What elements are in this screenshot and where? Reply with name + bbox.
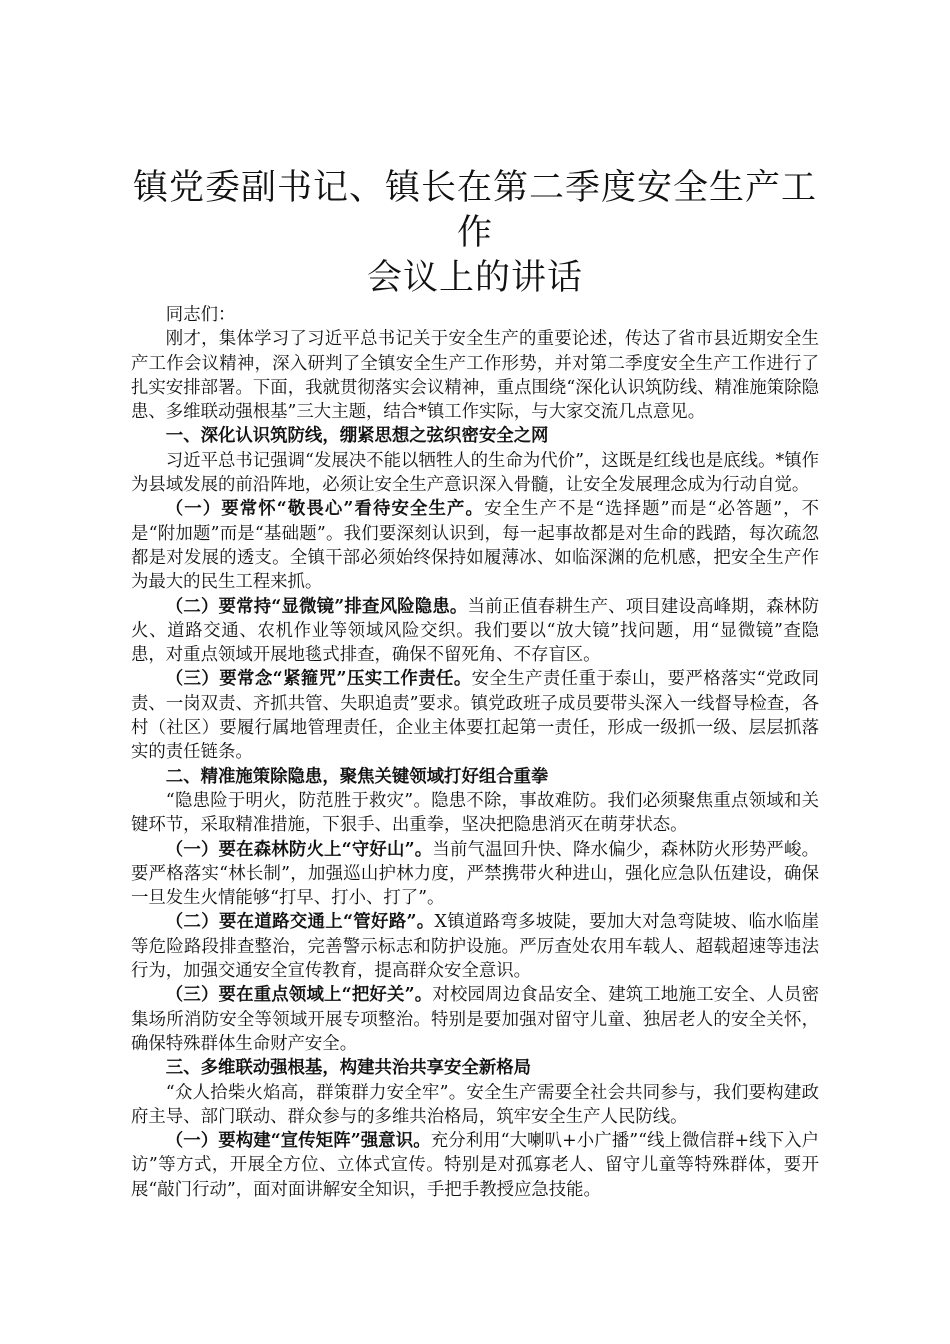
document-page <box>131 166 819 1202</box>
salutation: 同志们： <box>165 305 236 325</box>
paragraph <box>131 789 819 838</box>
paragraph <box>131 910 819 983</box>
paragraph-text: 安全生产不是“选择题”而是“必答题”，不是“附加题”而是“基础题”。我们要深刻认识到，每一起事故都是对生命的践踏，每次疏忽都是对发展的透支。全镇干部必须始终保持如履薄冰、如临深渊的危机感，把安全生产作为最大的民生工程来抓。 <box>131 499 819 593</box>
paragraph <box>131 327 819 424</box>
section-heading: 一、深化认识筑防线，绷紧思想之弦织密安全之网 <box>165 426 549 447</box>
paragraph-text: “众人拾柴火焰高，群策群力安全牢”。安全生产需要全社会共同参与，我们要构建政府主导、部门联动、群众参与的多维共治格局，筑牢安全生产人民防线。 <box>131 1082 819 1127</box>
paragraph <box>131 838 819 911</box>
paragraph-text: 对校园周边食品安全、建筑工地施工安全、人员密集场所消防安全等领域开展专项整治。特别是要加强对留守儿童、独居老人的安全关怀，确保特殊群体生命财产安全。 <box>131 985 819 1054</box>
paragraph-text: X镇道路弯多坡陡，要加大对急弯陡坡、临水临崖等危险路段排查整治，完善警示标志和防护设施。严厉查处农用车载人、超载超速等违法行为，加强交通安全宣传教育，提高群众安全意识。 <box>131 912 819 982</box>
paragraph <box>131 983 819 1056</box>
paragraph-lead: （二）要在道路交通上“管好路”。 <box>165 912 435 933</box>
paragraph-lead: （三）要常念“紧箍咒”压实工作责任。 <box>165 669 472 690</box>
section-heading: 二、精准施策除隐患，聚焦关键领域打好组合重拳 <box>165 766 549 787</box>
paragraph-text: 习近平总书记强调“发展决不能以牺牲人的生命为代价”，这既是红线也是底线。*镇作为县域发展的前沿阵地，必须让安全生产意识深入骨髓，让安全发展理念成为行动自觉。 <box>131 450 819 496</box>
paragraph <box>131 667 819 764</box>
paragraph <box>131 1081 819 1130</box>
paragraph <box>131 449 819 498</box>
paragraph-lead: （一）要构建“宣传矩阵”强意识。 <box>165 1131 431 1152</box>
title-line-2: 会议上的讲话 <box>366 258 583 298</box>
paragraph <box>131 497 819 594</box>
paragraph-lead: （一）要在森林防火上“守好山”。 <box>165 839 433 860</box>
document-title <box>131 166 819 301</box>
paragraph-lead: （二）要常持“显微镜”排查风险隐患。 <box>165 596 468 617</box>
paragraph-lead: （一）要常怀“敬畏心”看待安全生产。 <box>165 499 485 520</box>
paragraph-text: 充分利用“大喇叭+小广播”“线上微信群+线下入户访”等方式，开展全方位、立体式宣传。特别是对孤寡老人、留守儿童等特殊群体，要开展“敲门行动”，面对面讲解安全知识，手把手教授应急技能。 <box>131 1131 819 1200</box>
paragraph-text: 当前气温回升快、降水偏少，森林防火形势严峻。要严格落实“林长制”，加强巡山护林力度，严禁携带火种进山，强化应急队伍建设，确保一旦发生火情能够“打早、打小、打了”。 <box>131 839 819 909</box>
paragraph-text: “隐患险于明火，防范胜于救灾”。隐患不除，事故难防。我们必须聚焦重点领域和关键环节，采取精准措施，下狠手、出重拳，坚决把隐患消灭在萌芽状态。 <box>131 790 819 836</box>
paragraph-text: 刚才，集体学习了习近平总书记关于安全生产的重要论述，传达了省市县近期安全生产工作会议精神，深入研判了全镇安全生产工作形势，并对第二季度安全生产工作进行了扎实安排部署。下面，我就贯彻落实会议精神，重点围绕“深化认识筑防线、精准施策除隐患、多维联动强根基”三大主题，结合*镇工作实际，与大家交流几点意见。 <box>131 329 819 423</box>
paragraph-text: 当前正值春耕生产、项目建设高峰期，森林防火、道路交通、农机作业等领域风险交织。我们要以“放大镜”找问题，用“显微镜”查隐患，对重点领域开展地毯式排查，确保不留死角、不存盲区。 <box>131 596 819 666</box>
paragraph-lead: （三）要在重点领域上“把好关”。 <box>165 985 433 1006</box>
paragraph <box>131 1129 819 1202</box>
title-line-1: 镇党委副书记、镇长在第二季度安全生产工作 <box>132 168 817 253</box>
paragraph <box>131 595 819 668</box>
paragraph-text: 安全生产责任重于泰山，要严格落实“党政同责、一岗双责、齐抓共管、失职追责”要求。镇党政班子成员要带头深入一线督导检查，各村（社区）要履行属地管理责任，企业主体要扛起第一责任，形成一级抓一级、层层抓落实的责任链条。 <box>131 669 819 763</box>
section-heading: 三、多维联动强根基，构建共治共享安全新格局 <box>165 1058 532 1079</box>
